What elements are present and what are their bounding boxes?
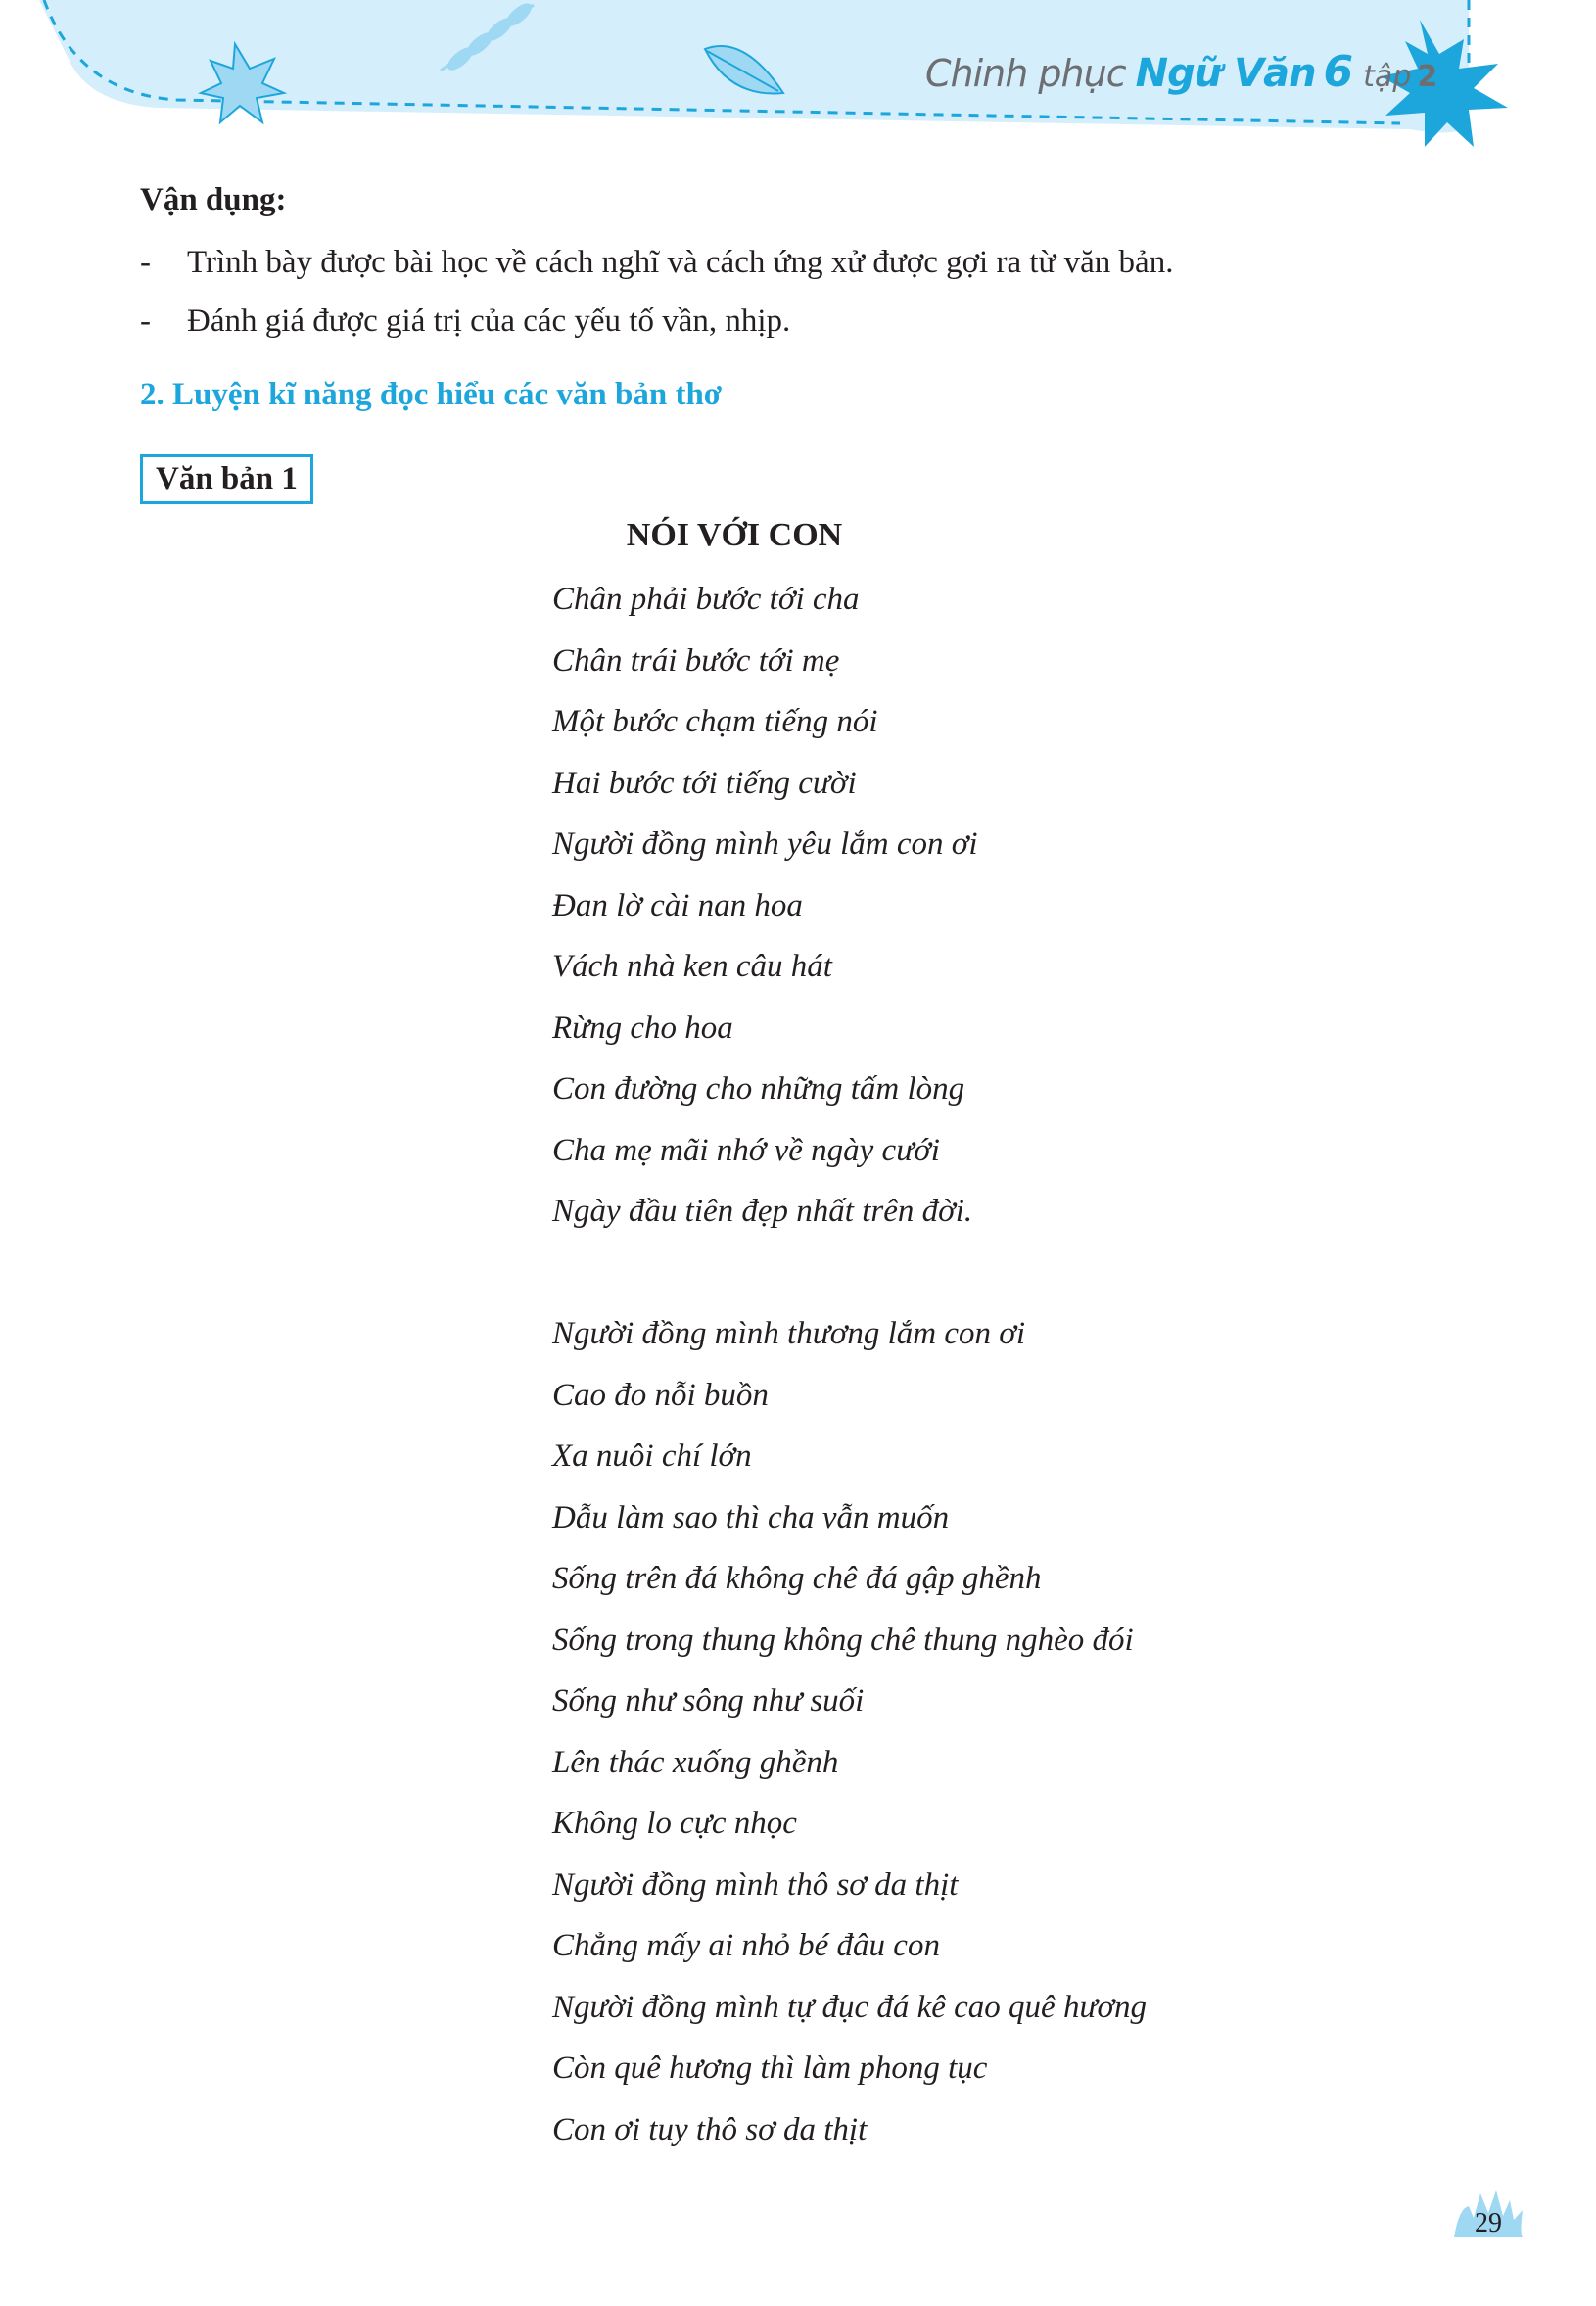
poem-line: Người đồng mình thương lắm con ơi bbox=[552, 1316, 1025, 1351]
poem-line: Lên thác xuống ghềnh bbox=[552, 1744, 839, 1780]
poem-line: Vách nhà ken câu hát bbox=[552, 949, 832, 984]
poem-line: Con ơi tuy thô sơ da thịt bbox=[552, 2111, 868, 2147]
poem-line: Một bước chạm tiếng nói bbox=[552, 704, 878, 739]
poem-line: Đan lờ cài nan hoa bbox=[552, 887, 803, 923]
section-title: 2. Luyện kĩ năng đọc hiểu các văn bản thơ bbox=[140, 377, 723, 412]
poem-line: Cha mẹ mãi nhớ về ngày cưới bbox=[552, 1132, 940, 1168]
bullet-dash: - bbox=[140, 245, 151, 280]
page-number-badge bbox=[1449, 2179, 1527, 2247]
poem-line: Ngày đầu tiên đẹp nhất trên đời. bbox=[552, 1194, 973, 1229]
apply-bullet-2 bbox=[140, 304, 790, 340]
page-number: 29 bbox=[1475, 2208, 1502, 2238]
bullet-text: Trình bày được bài học về cách nghĩ và cách ứng xử được gợi ra từ văn bản. bbox=[187, 245, 1174, 280]
book-title-volume-label: tập bbox=[1363, 60, 1412, 94]
bullet-dash: - bbox=[140, 304, 151, 339]
poem-title: NÓI VỚI CON bbox=[626, 517, 843, 553]
poem-body bbox=[552, 576, 1147, 2167]
poem-line: Chẳng mấy ai nhỏ bé đâu con bbox=[552, 1928, 940, 1963]
poem-line: Hai bước tới tiếng cười bbox=[552, 765, 857, 801]
book-title-volume-number: 2 bbox=[1417, 60, 1438, 94]
poem-line: Dẫu làm sao thì cha vẫn muốn bbox=[552, 1499, 950, 1535]
poem-line: Chân phải bước tới cha bbox=[552, 582, 860, 617]
poem-line: Không lo cực nhọc bbox=[552, 1806, 797, 1841]
poem-line: Con đường cho những tấm lòng bbox=[552, 1071, 965, 1106]
poem-line: Còn quê hương thì làm phong tục bbox=[552, 2050, 988, 2086]
apply-heading: Vận dụng: bbox=[140, 182, 287, 217]
poem-line: Chân trái bước tới mẹ bbox=[552, 642, 840, 679]
book-title bbox=[925, 47, 1437, 106]
stanza-break bbox=[552, 1249, 1147, 1311]
poem-line: Sống trên đá không chê đá gập ghềnh bbox=[552, 1561, 1042, 1596]
poem-line: Cao đo nỗi buồn bbox=[552, 1377, 769, 1413]
poem-line: Người đồng mình tự đục đá kê cao quê hương bbox=[552, 1989, 1148, 2025]
poem-line: Người đồng mình thô sơ da thịt bbox=[552, 1866, 959, 1903]
poem-line: Sống trong thung không chê thung nghèo đói bbox=[552, 1622, 1134, 1658]
poem-line: Sống như sông như suối bbox=[552, 1683, 865, 1718]
book-title-grade: 6 bbox=[1323, 47, 1354, 97]
poem-line: Người đồng mình yêu lắm con ơi bbox=[552, 826, 978, 862]
apply-bullet-1 bbox=[140, 245, 1173, 281]
book-title-subject: Ngữ Văn bbox=[1135, 51, 1316, 96]
poem-line: Xa nuôi chí lớn bbox=[552, 1438, 752, 1474]
bullet-text: Đánh giá được giá trị của các yếu tố vần, nhịp. bbox=[187, 304, 791, 339]
poem-line: Rừng cho hoa bbox=[552, 1010, 733, 1046]
page-header-banner bbox=[0, 0, 1596, 147]
book-title-prefix: Chinh phục bbox=[925, 52, 1126, 95]
text-label-box: Văn bản 1 bbox=[140, 454, 313, 504]
